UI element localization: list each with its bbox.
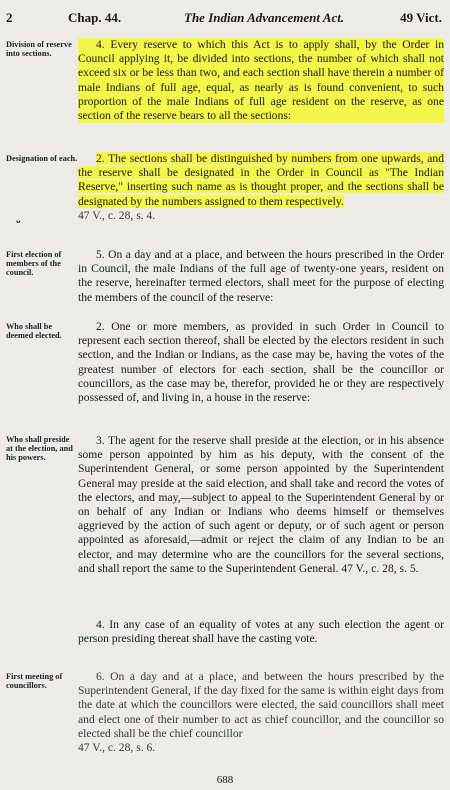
section-6-paragraph-1-block	[78, 670, 444, 755]
margin-note-first-meeting: First meeting of councillors.	[6, 672, 63, 690]
running-header	[6, 10, 442, 28]
section-6-citation: 47 V., c. 28, s. 6.	[78, 741, 156, 755]
margin-mark: ᴗ	[16, 215, 21, 225]
margin-note-division: Division of reserve into sections.	[6, 40, 72, 58]
section-4-paragraph-2-block	[78, 152, 444, 223]
margin-note-first-election: First election of members of the council.	[6, 250, 62, 277]
chapter-label: Chap. 44.	[68, 10, 122, 25]
page-number: 2	[6, 10, 13, 25]
section-5-paragraph-4: 4. In any case of an equality of votes at any such election the agent or person presiding thereat shall have the casting vote.	[78, 618, 444, 646]
section-4-paragraph-1: 4. Every reserve to which this Act is to apply shall, by the Order in Council applying it, be divided into sections, the number of which shall not exceed six or be less than two, and each section shall have therein a number of male Indians of full age, equal, as nearly as is found convenient, to such proportion of the male Indians of full age resident on the reserve, as one section of the reserve bears to all the sections:	[78, 38, 444, 123]
page-footer-number: 688	[216, 774, 234, 786]
margin-note-who-presides: Who shall preside at the election, and his powers.	[6, 435, 73, 462]
section-5-paragraph-1: 5. On a day and at a place, and between the hours prescribed in the Order in Council, the male Indians of the full age of twenty-one years, resident on the reserve, hereinafter termed electors, shall meet for the purpose of electing the members of the council of the reserve:	[78, 248, 444, 304]
section-4-citation: 47 V., c. 28, s. 4.	[78, 208, 156, 222]
section-5-paragraph-3: 3. The agent for the reserve shall preside at the election, or in his absence some person appointed by him as his deputy, with the consent of the Superintendent General, or some person appointed by the Superintendent General may preside at the said election, and shall take and record the votes of the electors, and may,—subject to appeal to the Superintendent General by or on behalf of any Indian or Indians who deems himself or themselves aggrieved by the action of such agent or deputy, or of such agent or person appointed as aforesaid,—admit or reject the claim of any Indian to be an elector, and may determine who are the councillors for the several sections, and shall report the same to the Superintendent General. 47 V., c. 28, s. 5.	[78, 434, 444, 575]
section-4-paragraph-2: 2. The sections shall be distinguished by numbers from one upwards, and the reserve shall be designated in the Order in Council as "The Indian Reserve," inserting such name as is thought proper, and the sections shall be designated by the numbers assigned to them respectively.	[78, 152, 444, 208]
act-title: The Indian Advancement Act.	[184, 10, 345, 25]
section-6-paragraph-1: 6. On a day and at a place, and between the hours prescribed by the Superintendent General, if the day fixed for the same is within eight days from the date at which the councillors were elected, the said councillors shall meet and elect one of their number to act as chief councillor, and the councillor so elected shall be the chief councillor	[78, 670, 444, 740]
margin-note-who-elected: Who shall be deemed elected.	[6, 322, 62, 340]
regnal-year: 49 Vict.	[400, 10, 442, 25]
section-5-paragraph-2: 2. One or more members, as provided in such Order in Council to represent each section thereof, shall be elected by the electors resident in such section, and the Indian or Indians, as the case may be, having the votes of the greatest number of electors for each section, shall be the councillor or councillors, as the case may be, therefor, provided he or they are respectively possessed of, and living in, a house in the reserve:	[78, 320, 444, 405]
margin-note-designation: Designation of each.	[6, 154, 78, 163]
